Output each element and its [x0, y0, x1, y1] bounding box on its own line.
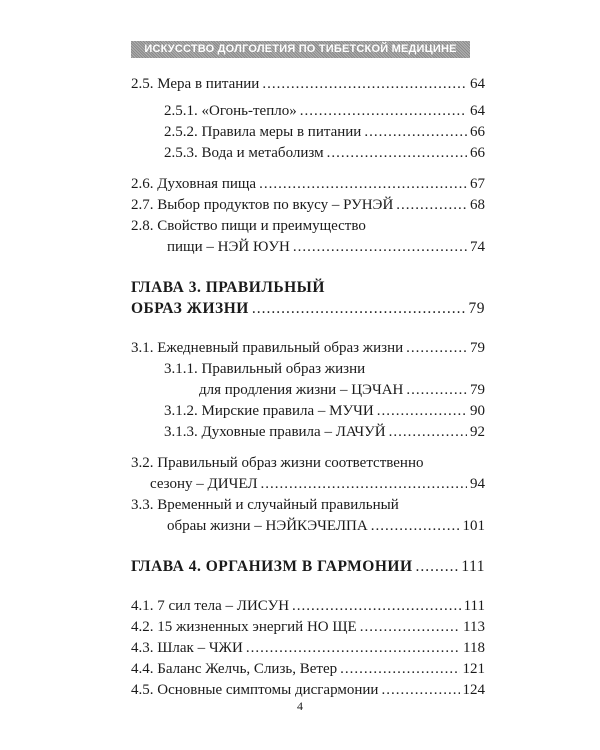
- toc-entry-4-2: [131, 617, 485, 638]
- toc-entry-title-line1: 3.3. Временный и случайный правильный: [131, 497, 399, 513]
- dot-leader: [259, 174, 467, 195]
- toc-entry-4-3: [131, 638, 485, 659]
- toc-entry-title: 4.4. Баланс Желчь, Слизь, Ветер: [131, 661, 338, 677]
- toc-entry-4-4: [131, 659, 485, 680]
- toc-entry-2-5-3: [131, 143, 485, 164]
- toc-entry-page: 124: [462, 682, 485, 698]
- toc-entry-2-5-1: [131, 101, 485, 122]
- toc-entry-4-1: [131, 596, 485, 617]
- dot-leader: [381, 680, 459, 701]
- dot-leader: [293, 237, 467, 258]
- toc-entry-title: 4.5. Основные симптомы дисгармонии: [131, 682, 379, 698]
- toc-entry-title-line2: сезону – ДИЧЕЛ: [150, 476, 258, 492]
- toc-entry-title: 4.3. Шлак – ЧЖИ: [131, 640, 243, 656]
- dot-leader: [360, 617, 460, 638]
- toc-entry-title: 3.1.3. Духовные правила – ЛАЧУЙ: [164, 424, 386, 440]
- dot-leader: [292, 596, 461, 617]
- toc-entry-title: 4.1. 7 сил тела – ЛИСУН: [131, 598, 290, 614]
- chapter-title-line1: ГЛАВА 3. ПРАВИЛЬНЫЙ: [131, 279, 325, 296]
- toc-entry-page: 66: [470, 145, 485, 161]
- toc-entry-title: 2.5. Мера в питании: [131, 76, 260, 92]
- toc-entry-title: 3.1. Ежедневный правильный образ жизни: [131, 340, 404, 356]
- toc-entry-title-line1: 3.2. Правильный образ жизни соответственно: [131, 455, 424, 471]
- dot-leader: [327, 143, 467, 164]
- toc-entry-title: 3.1.2. Мирские правила – МУЧИ: [164, 403, 374, 419]
- toc-entry-page: 68: [470, 197, 485, 213]
- toc-entry-title-line1: 2.8. Свойство пищи и преимущество: [131, 218, 366, 234]
- running-header: ИСКУССТВО ДОЛГОЛЕТИЯ ПО ТИБЕТСКОЙ МЕДИЦИНЕ: [131, 41, 470, 58]
- dot-leader: [252, 298, 466, 319]
- toc-entry-3-1-3: [131, 422, 485, 443]
- toc-chapter-3: [131, 277, 485, 319]
- table-of-contents: [131, 74, 485, 701]
- toc-entry-title-line2: обраы жизни – НЭЙКЭЧЕЛПА: [167, 518, 368, 534]
- toc-entry-page: 92: [470, 424, 485, 440]
- toc-entry-4-5: [131, 680, 485, 701]
- toc-entry-page: 74: [470, 239, 485, 255]
- toc-entry-page: 121: [462, 661, 485, 677]
- toc-entry-title: 2.6. Духовная пища: [131, 176, 257, 192]
- dot-leader: [389, 422, 467, 443]
- toc-entry-title: 2.7. Выбор продуктов по вкусу – РУНЭЙ: [131, 197, 394, 213]
- toc-entry-title: 2.5.1. «Огонь-тепло»: [164, 103, 297, 119]
- page-number: 4: [297, 699, 303, 713]
- dot-leader: [340, 659, 459, 680]
- toc-entry-3-1-1: [131, 359, 485, 401]
- toc-entry-page: 90: [470, 403, 485, 419]
- toc-entry-3-2: [131, 453, 485, 495]
- toc-entry-title: 2.5.2. Правила меры в питании: [164, 124, 362, 140]
- toc-chapter-4: [131, 556, 485, 577]
- toc-entry-page: 79: [470, 340, 485, 356]
- dot-leader: [261, 474, 468, 495]
- dot-leader: [246, 638, 460, 659]
- toc-entry-page: 101: [462, 518, 485, 534]
- toc-entry-3-1: [131, 338, 485, 359]
- toc-entry-title-line1: 3.1.1. Правильный образ жизни: [164, 361, 366, 377]
- dot-leader: [396, 195, 467, 216]
- toc-entry-page: 79: [468, 300, 485, 317]
- toc-entry-title: 2.5.3. Вода и метаболизм: [164, 145, 324, 161]
- dot-leader: [300, 101, 467, 122]
- dot-leader: [377, 401, 467, 422]
- toc-entry-title-line2: пищи – НЭЙ ЮУН: [167, 239, 290, 255]
- toc-entry-page: 67: [470, 176, 485, 192]
- toc-entry-page: 113: [463, 619, 485, 635]
- toc-entry-page: 64: [470, 103, 485, 119]
- toc-entry-page: 111: [463, 598, 485, 614]
- toc-entry-title-line2: для продления жизни – ЦЭЧАН: [199, 382, 404, 398]
- toc-entry-2-5-2: [131, 122, 485, 143]
- toc-entry-page: 64: [470, 76, 485, 92]
- toc-entry-page: 79: [470, 382, 485, 398]
- dot-leader: [262, 74, 467, 95]
- dot-leader: [406, 338, 467, 359]
- dot-leader: [371, 516, 460, 537]
- toc-entry-page: 66: [470, 124, 485, 140]
- toc-entry-page: 94: [470, 476, 485, 492]
- chapter-title: ГЛАВА 4. ОРГАНИЗМ В ГАРМОНИИ: [131, 558, 413, 575]
- toc-entry-2-8: [131, 216, 485, 258]
- toc-entry-2-5: [131, 74, 485, 95]
- toc-entry-page: 118: [463, 640, 485, 656]
- toc-entry-title: 4.2. 15 жизненных энергий НО ЩЕ: [131, 619, 357, 635]
- chapter-title-line2: ОБРАЗ ЖИЗНИ: [131, 300, 249, 317]
- toc-entry-page: 111: [461, 558, 485, 575]
- dot-leader: [416, 556, 459, 577]
- dot-leader: [364, 122, 467, 143]
- toc-entry-2-6: [131, 174, 485, 195]
- toc-entry-3-1-2: [131, 401, 485, 422]
- toc-entry-3-3: [131, 495, 485, 537]
- dot-leader: [406, 380, 467, 401]
- toc-entry-2-7: [131, 195, 485, 216]
